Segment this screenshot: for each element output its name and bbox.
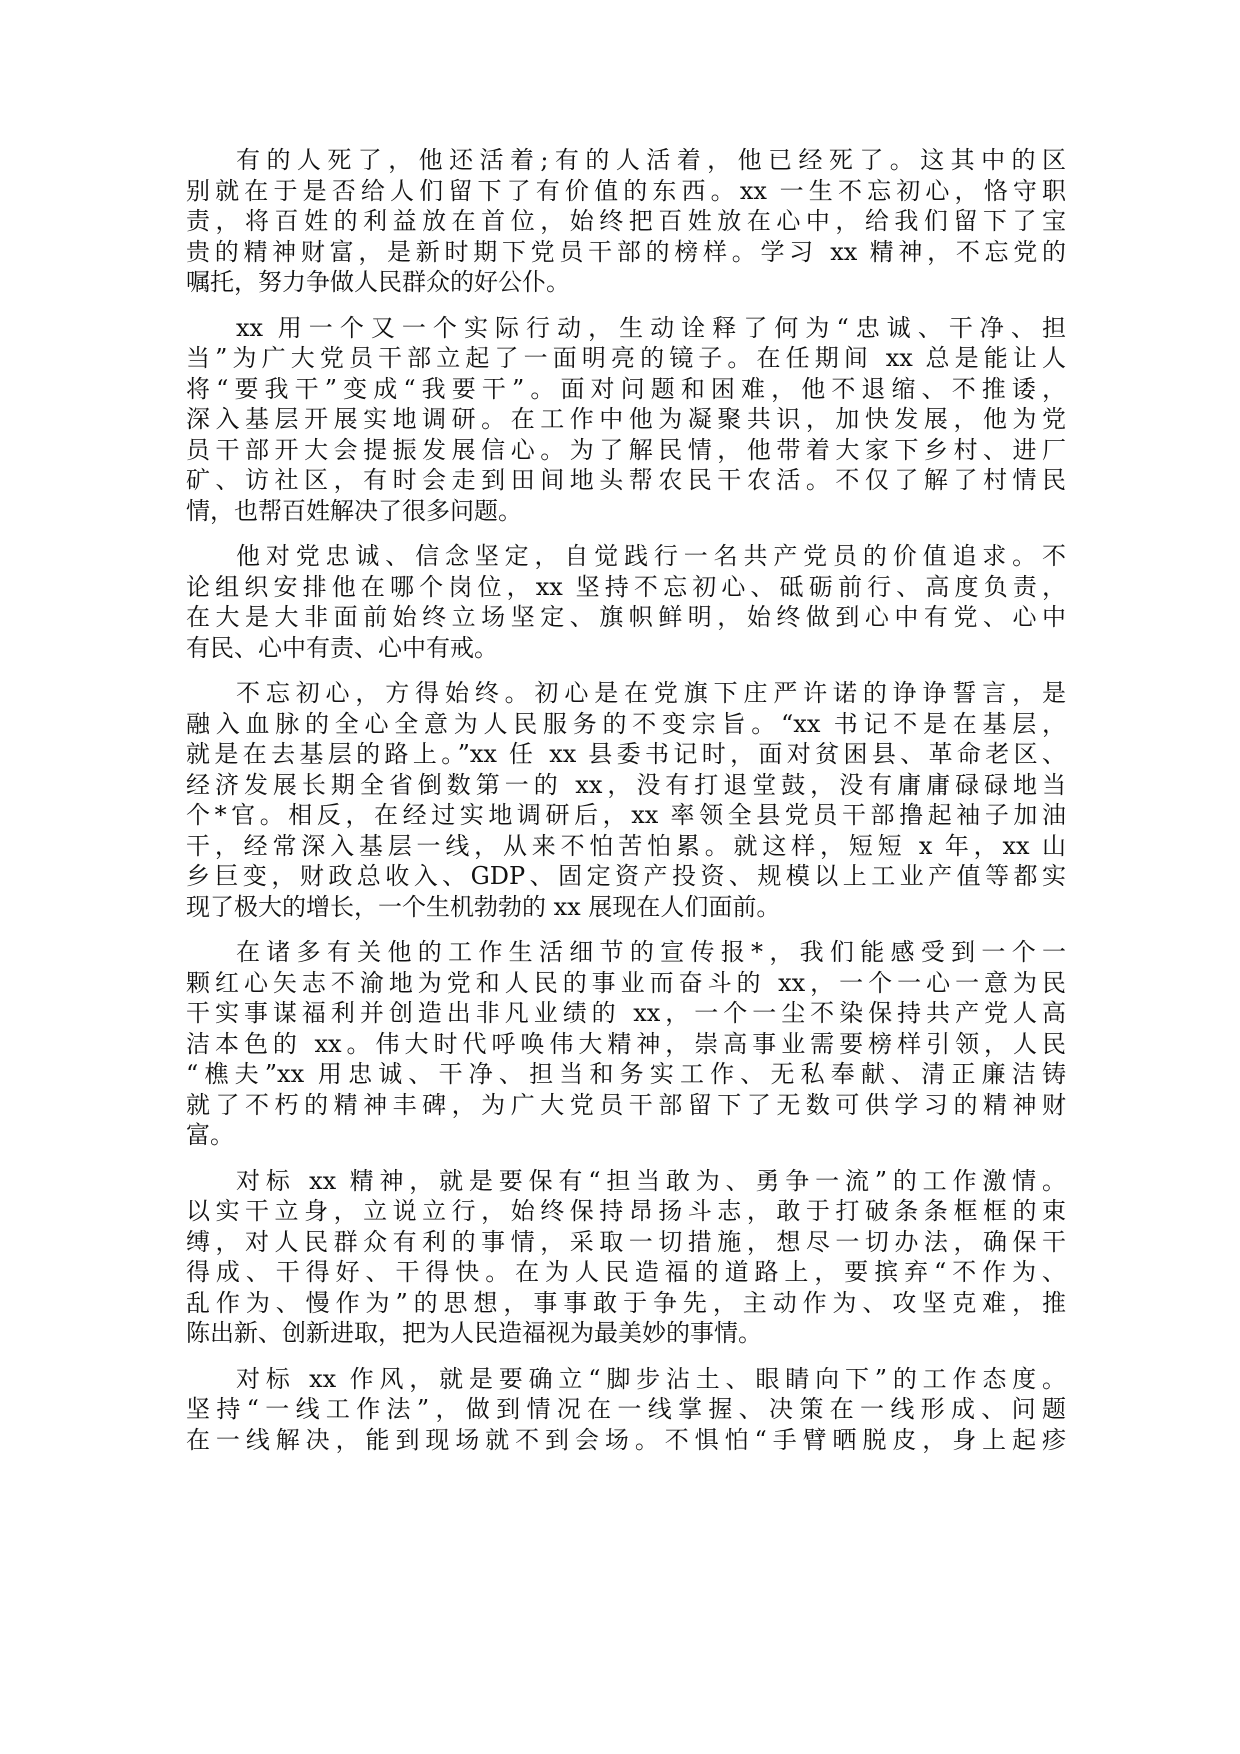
text-line: 论组织安排他在哪个岗位，xx 坚持不忘初心、砥砺前行、高度负责， [186,572,1066,601]
text-line: 深入基层开展实地调研。在工作中他为凝聚共识，加快发展，他为党 [186,405,1066,433]
text-line: 情，也帮百姓解决了很多问题。 [186,496,522,525]
text-line: 对标 xx 精神，就是要保有“担当敢为、勇争一流”的工作激情。 [236,1166,1066,1195]
text-line: 富。 [186,1121,234,1149]
text-line: 他对党忠诚、信念坚定，自觉践行一名共产党员的价值追求。不 [236,542,1066,570]
text-line: 别就在于是否给人们留下了有价值的东西。xx 一生不忘初心，恪守职 [186,176,1066,205]
paragraph-7 [186,1364,1066,1456]
paragraph-3 [186,541,1066,663]
text-line: 就是在去基层的路上。”xx 任 xx 县委书记时，面对贫困县、革命老区、 [186,740,1066,768]
paragraph-1 [186,145,1066,298]
text-line: 不忘初心，方得始终。初心是在党旗下庄严许诺的诤诤誓言，是 [236,679,1066,707]
text-line: 洁本色的 xx。伟大时代呼唤伟大精神，崇高事业需要榜样引领，人民 [186,1029,1066,1058]
text-line: 缚，对人民群众有利的事情，采取一切措施，想尽一切办法，确保干 [186,1227,1066,1256]
text-line: 矿、访社区，有时会走到田间地头帮农民干农活。不仅了解了村情民 [186,466,1066,494]
paragraph-5 [186,937,1066,1151]
text-line: 得成、干得好、干得快。在为人民造福的道路上，要摈弃“不作为、 [186,1258,1066,1286]
text-line: 在诸多有关他的工作生活细节的宣传报*，我们能感受到一个一 [236,938,1066,966]
text-line: 陈出新、创新进取，把为人民造福视为最美妙的事情。 [186,1319,762,1347]
text-line: 当”为广大党员干部立起了一面明亮的镜子。在任期间 xx 总是能让人 [186,344,1066,372]
text-line: 有的人死了，他还活着;有的人活着，他已经死了。这其中的区 [236,146,1066,174]
text-line: 经济发展长期全省倒数第一的 xx，没有打退堂鼓，没有庸庸碌碌地当 [186,770,1066,799]
text-line: 就了不朽的精神丰碑，为广大党员干部留下了无数可供学习的精神财 [186,1090,1066,1119]
text-line: 干实事谋福利并创造出非凡业绩的 xx，一个一尘不染保持共产党人高 [186,999,1066,1027]
paragraph-2 [186,313,1066,527]
text-line: 颗红心矢志不渝地为党和人民的事业而奋斗的 xx，一个一心一意为民 [186,968,1066,997]
text-line: 乡巨变，财政总收入、GDP、固定资产投资、规模以上工业产值等都实 [186,862,1066,890]
text-line: 员干部开大会提振发展信心。为了解民情，他带着大家下乡村、进厂 [186,435,1066,464]
paragraph-6 [186,1166,1066,1349]
text-line: 将“要我干”变成“我要干”。面对问题和困难，他不退缩、不推诿， [186,374,1066,403]
text-line: 有民、心中有责、心中有戒。 [186,633,498,662]
text-line: 现了极大的增长，一个生机勃勃的 xx 展现在人们面前。 [186,892,781,921]
text-line: 嘱托，努力争做人民群众的好公仆。 [186,268,570,296]
text-line: 在大是大非面前始终立场坚定、旗帜鲜明，始终做到心中有党、心中 [186,603,1066,631]
text-line: 对标 xx 作风，就是要确立“脚步沾土、眼睛向下”的工作态度。 [236,1364,1066,1393]
text-line: 坚持“一线工作法”，做到情况在一线掌握、决策在一线形成、问题 [186,1395,1066,1423]
text-line: xx 用一个又一个实际行动，生动诠释了何为“忠诚、干净、担 [236,313,1066,342]
text-line: 乱作为、慢作为”的思想，事事敢于争先，主动作为、攻坚克难，推 [186,1288,1066,1317]
text-line: 个*官。相反，在经过实地调研后，xx 率领全县党员干部撸起袖子加油 [186,801,1066,829]
text-line: 以实干立身，立说立行，始终保持昂扬斗志，敢于打破条条框框的束 [186,1197,1066,1225]
text-line: 在一线解决，能到现场就不到会场。不惧怕“手臂晒脱皮，身上起疹 [186,1425,1066,1454]
text-line: 干，经常深入基层一线，从来不怕苦怕累。就这样，短短 x 年，xx 山 [186,831,1066,860]
text-line: 融入血脉的全心全意为人民服务的不变宗旨。“xx 书记不是在基层， [186,709,1066,738]
text-line: 贵的精神财富，是新时期下党员干部的榜样。学习 xx 精神，不忘党的 [186,237,1066,266]
paragraph-4 [186,678,1066,922]
text-line: 责，将百姓的利益放在首位，始终把百姓放在心中，给我们留下了宝 [186,207,1066,235]
document-body [186,145,1066,1470]
text-line: “樵夫”xx 用忠诚、干净、担当和务实工作、无私奉献、清正廉洁铸 [186,1060,1066,1088]
